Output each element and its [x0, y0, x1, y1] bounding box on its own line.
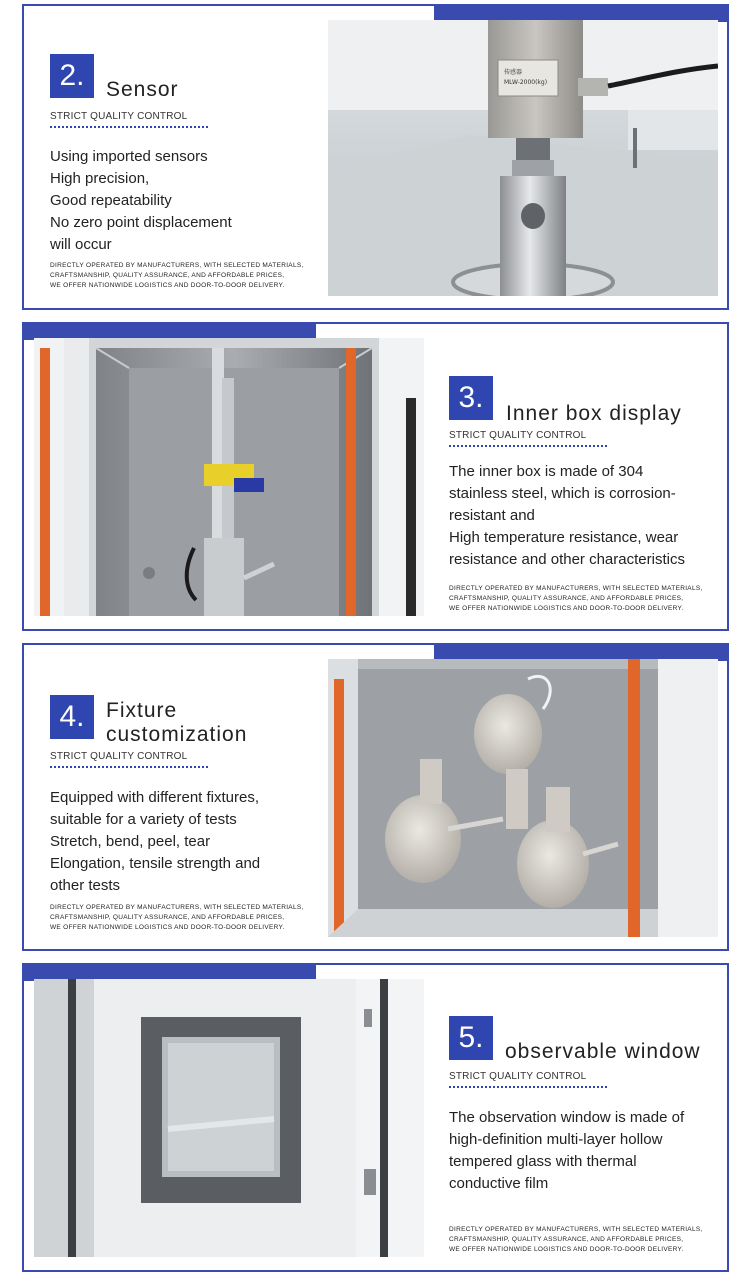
- body-line: The observation window is made of: [449, 1109, 685, 1126]
- section-window: [22, 963, 729, 1272]
- body-line: high-definition multi-layer hollow: [449, 1131, 663, 1148]
- section-inner-box: [22, 322, 729, 631]
- body-line: No zero point displacement: [50, 214, 232, 231]
- fixture-illustration: [328, 659, 718, 937]
- fine-print-line: WE OFFER NATIONWIDE LOGISTICS AND DOOR-TO-DOOR DELIVERY.: [449, 1246, 684, 1253]
- body-line: other tests: [50, 877, 121, 894]
- fine-print-line: WE OFFER NATIONWIDE LOGISTICS AND DOOR-TO-DOOR DELIVERY.: [50, 282, 285, 289]
- fixture-photo: [328, 659, 718, 937]
- section-fixture: [22, 643, 729, 951]
- fine-print-line: DIRECTLY OPERATED BY MANUFACTURERS, WITH SELECTED MATERIALS,: [50, 262, 304, 269]
- body-line: stainless steel, which is corrosion-: [449, 485, 676, 502]
- sensor-label-text: 传感器: [504, 69, 523, 76]
- inner-box-illustration: [34, 338, 424, 616]
- fine-print-line: WE OFFER NATIONWIDE LOGISTICS AND DOOR-TO-DOOR DELIVERY.: [449, 605, 684, 612]
- title-line: Fixture: [106, 699, 178, 722]
- body-line: High precision,: [50, 170, 150, 187]
- dotted-divider: [449, 1086, 607, 1088]
- section-subtitle: STRICT QUALITY CONTROL: [449, 430, 587, 441]
- section-number: 3.: [449, 376, 493, 420]
- section-sensor: [22, 4, 729, 310]
- section-number: 2.: [50, 54, 94, 98]
- sensor-illustration: [328, 20, 718, 296]
- section-fine-print: [50, 903, 340, 933]
- title-line: customization: [106, 723, 248, 746]
- section-title: [106, 699, 247, 747]
- sensor-label-text: MLW-2000(kg): [504, 79, 548, 86]
- fine-print-line: DIRECTLY OPERATED BY MANUFACTURERS, WITH SELECTED MATERIALS,: [449, 1226, 703, 1233]
- section-number: 5.: [449, 1016, 493, 1060]
- fine-print-line: CRAFTSMANSHIP, QUALITY ASSURANCE, AND AFFORDABLE PRICES,: [449, 595, 684, 602]
- body-line: High temperature resistance, wear: [449, 529, 679, 546]
- body-line: Equipped with different fixtures,: [50, 789, 260, 806]
- fine-print-line: WE OFFER NATIONWIDE LOGISTICS AND DOOR-TO-DOOR DELIVERY.: [50, 924, 285, 931]
- section-subtitle: STRICT QUALITY CONTROL: [449, 1071, 587, 1082]
- section-fine-print: [449, 1225, 727, 1255]
- fine-print-line: CRAFTSMANSHIP, QUALITY ASSURANCE, AND AFFORDABLE PRICES,: [50, 914, 285, 921]
- body-line: suitable for a variety of tests: [50, 811, 237, 828]
- fine-print-line: DIRECTLY OPERATED BY MANUFACTURERS, WITH SELECTED MATERIALS,: [449, 585, 703, 592]
- sensor-photo: [328, 20, 718, 296]
- body-line: resistance and other characteristics: [449, 551, 685, 568]
- body-line: conductive film: [449, 1175, 549, 1192]
- body-line: Stretch, bend, peel, tear: [50, 833, 211, 850]
- section-body: [50, 146, 340, 256]
- section-body: [449, 1107, 727, 1195]
- dotted-divider: [449, 445, 607, 447]
- section-title: Inner box display: [506, 402, 682, 425]
- section-subtitle: STRICT QUALITY CONTROL: [50, 111, 188, 122]
- section-subtitle: STRICT QUALITY CONTROL: [50, 751, 188, 762]
- section-fine-print: [449, 584, 727, 614]
- body-line: Good repeatability: [50, 192, 172, 209]
- section-title: Sensor: [106, 78, 179, 101]
- window-illustration: [34, 979, 424, 1257]
- dotted-divider: [50, 126, 208, 128]
- fine-print-line: CRAFTSMANSHIP, QUALITY ASSURANCE, AND AFFORDABLE PRICES,: [50, 272, 285, 279]
- body-line: tempered glass with thermal: [449, 1153, 637, 1170]
- body-line: will occur: [50, 236, 112, 253]
- body-line: Elongation, tensile strength and: [50, 855, 261, 872]
- body-line: Using imported sensors: [50, 148, 208, 165]
- dotted-divider: [50, 766, 208, 768]
- section-title: observable window: [505, 1040, 701, 1063]
- section-number: 4.: [50, 695, 94, 739]
- section-body: [50, 787, 340, 897]
- body-line: resistant and: [449, 507, 535, 524]
- section-body: [449, 461, 727, 571]
- fine-print-line: DIRECTLY OPERATED BY MANUFACTURERS, WITH SELECTED MATERIALS,: [50, 904, 304, 911]
- fine-print-line: CRAFTSMANSHIP, QUALITY ASSURANCE, AND AFFORDABLE PRICES,: [449, 1236, 684, 1243]
- body-line: The inner box is made of 304: [449, 463, 644, 480]
- inner-box-photo: [34, 338, 424, 616]
- window-photo: [34, 979, 424, 1257]
- section-fine-print: [50, 261, 340, 291]
